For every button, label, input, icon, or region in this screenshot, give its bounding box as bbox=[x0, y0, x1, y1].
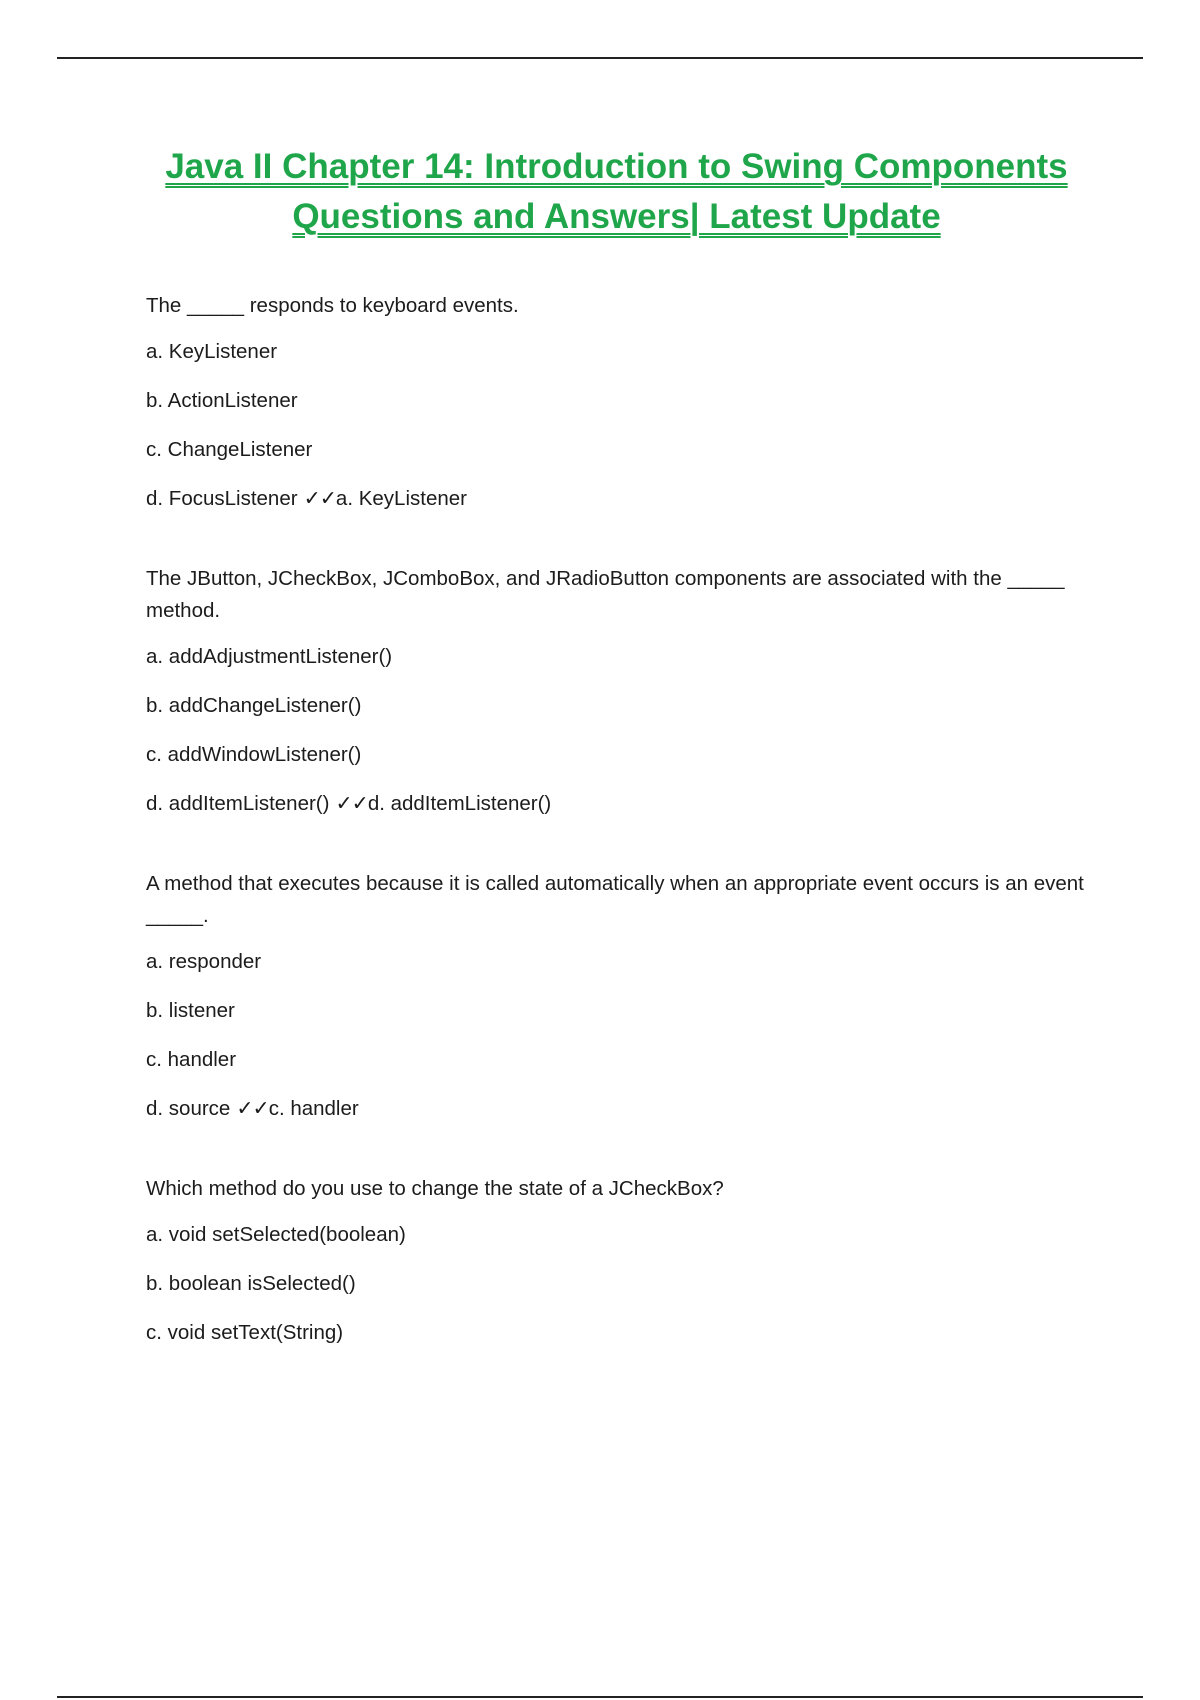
option-a: a. void setSelected(boolean) bbox=[146, 1223, 406, 1246]
option-d: d. addItemListener() bbox=[146, 792, 330, 815]
question-text: Which method do you use to change the state of a JCheckBox? bbox=[146, 1177, 724, 1200]
option-d: d. source bbox=[146, 1097, 231, 1120]
option-a: a. responder bbox=[146, 950, 262, 973]
document-body bbox=[146, 290, 1096, 1397]
question-3 bbox=[146, 868, 1096, 1125]
option-d-with-answer bbox=[146, 483, 1096, 515]
question-text: The JButton, JCheckBox, JComboBox, and JRadioButton components are associated with the _____ method. bbox=[146, 567, 1065, 622]
answer: c. handler bbox=[268, 1097, 359, 1120]
question-1 bbox=[146, 290, 1096, 515]
top-rule bbox=[57, 57, 1143, 59]
title-line-1: Java II Chapter 14: Introduction to Swing Components bbox=[165, 147, 1068, 186]
option-c: c. addWindowListener() bbox=[146, 743, 362, 766]
option-c: c. handler bbox=[146, 1048, 237, 1071]
check-mark-icon: ✓✓ bbox=[335, 792, 368, 815]
option-c: c. ChangeListener bbox=[146, 438, 313, 461]
title-line-2: Questions and Answers| Latest Update bbox=[292, 197, 941, 236]
option-d-with-answer bbox=[146, 788, 1096, 820]
option-d-with-answer bbox=[146, 1093, 1096, 1125]
option-a: a. addAdjustmentListener() bbox=[146, 645, 393, 668]
answer: d. addItemListener() bbox=[367, 792, 552, 815]
option-b: b. addChangeListener() bbox=[146, 694, 362, 717]
option-b: b. boolean isSelected() bbox=[146, 1272, 356, 1295]
document-title bbox=[100, 142, 1133, 242]
answer: a. KeyListener bbox=[335, 487, 467, 510]
option-a: a. KeyListener bbox=[146, 340, 278, 363]
option-b: b. ActionListener bbox=[146, 389, 298, 412]
option-c: c. void setText(String) bbox=[146, 1321, 344, 1344]
question-2 bbox=[146, 563, 1096, 820]
question-text: The _____ responds to keyboard events. bbox=[146, 294, 519, 317]
option-d: d. FocusListener bbox=[146, 487, 298, 510]
check-mark-icon: ✓✓ bbox=[236, 1097, 269, 1120]
question-text: A method that executes because it is called automatically when an appropriate event occurs is an event _____. bbox=[146, 872, 1084, 927]
question-4 bbox=[146, 1173, 1096, 1349]
check-mark-icon: ✓✓ bbox=[303, 487, 336, 510]
option-b: b. listener bbox=[146, 999, 235, 1022]
bottom-rule bbox=[57, 1696, 1143, 1698]
